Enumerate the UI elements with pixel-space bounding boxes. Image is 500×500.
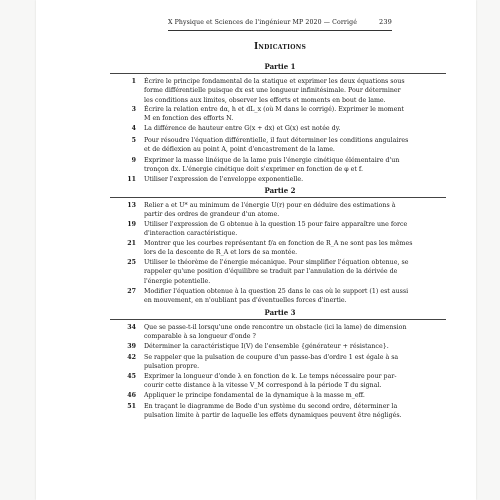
- hint-text: Que se passe-t-il lorsqu'une onde rencontre un obstacle (ici la lame) de dimension comparable à sa longueur d'onde ?: [144, 324, 407, 341]
- part-1-heading: Partie 1: [264, 62, 296, 71]
- hint-number: 3: [131, 106, 136, 113]
- hint-text: Utiliser l'expression de l'enveloppe exponentielle.: [144, 176, 304, 183]
- hint-number: 34: [127, 324, 136, 331]
- hint-number: 19: [127, 221, 136, 228]
- hint-text: La différence de hauteur entre G(x + dx) et G(x) est notée dy.: [144, 125, 341, 132]
- hint-text: Exprimer la masse linéique de la lame puis l'énergie cinétique élémentaire d'un tronçon dx. L'énergie cinétique doit s'exprimer en fonction de φ et f.: [144, 157, 400, 174]
- hint-text: Écrire le principe fondamental de la statique et exprimer les deux équations sous forme différentielle puisque dx est une longueur infinitésimale. Pour déterminer les conditions aux limites, observer les efforts et moments en bout de lame.: [144, 78, 405, 104]
- hint-text: Modifier l'équation obtenue à la question 25 dans le cas où le support (1) est aussi en mouvement, en n'oubliant pas d'éventuelles forces d'inertie.: [144, 288, 409, 305]
- hint-number: 21: [127, 240, 136, 247]
- hint-number: 9: [131, 157, 136, 164]
- hint-text: Montrer que les courbes représentant f/a en fonction de R_A ne sont pas les mêmes lors de la descente de R_A et lors de sa montée.: [144, 240, 413, 257]
- hint-number: 45: [127, 373, 136, 380]
- hint-text: En traçant le diagramme de Bode d'un système du second ordre, déterminer la pulsation limite à partir de laquelle les effets dynamiques peuvent être négligés.: [144, 403, 402, 420]
- header-rule: [168, 30, 392, 31]
- hint-number: 51: [127, 403, 136, 410]
- hint-text: Écrire la relation entre dα, h et dL_x (où M dans le corrigé). Exprimer le moment M en fonction des efforts N.: [144, 106, 404, 123]
- part-2-rule: [110, 197, 446, 198]
- hint-text: Pour résoudre l'équation différentielle, il faut déterminer les conditions angulaires et de déflexion au point A, point d'encastrement de la lame.: [144, 137, 409, 154]
- hint-number: 39: [127, 343, 136, 350]
- hint-text: Utiliser le théorème de l'énergie mécanique. Pour simplifier l'équation obtenue, se rappeler qu'une position d'équilibre se traduit par l'annulation de la dérivée de l'énergie potentielle.: [144, 259, 409, 285]
- hint-text: Utiliser l'expression de G obtenue à la question 15 pour faire apparaître une force d'interaction caractéristique.: [144, 221, 408, 238]
- hint-number: 27: [127, 288, 136, 295]
- hint-number: 46: [127, 392, 136, 399]
- hint-text: Relier a et U* au minimum de l'énergie U(r) pour en déduire des estimations à partir des ordres de grandeur d'un atome.: [144, 202, 396, 219]
- part-3-rule: [110, 319, 446, 320]
- running-title: X Physique et Sciences de l'ingénieur MP 2020 — Corrigé: [168, 19, 357, 26]
- hint-number: 1: [131, 78, 136, 85]
- running-header: [168, 18, 392, 30]
- hint-number: 11: [127, 176, 136, 183]
- hint-text: Exprimer la longueur d'onde λ en fonction de k. Le temps nécessaire pour par- courir cette distance à la vitesse V_M correspond à la période T du signal.: [144, 373, 397, 390]
- hint-number: 5: [131, 137, 136, 144]
- hint-number: 25: [127, 259, 136, 266]
- hint-text: Se rappeler que la pulsation de coupure d'un passe-bas d'ordre 1 est égale à sa pulsation propre.: [144, 354, 399, 371]
- page-number: 239: [379, 18, 392, 26]
- hint-text: Appliquer le principe fondamental de la dynamique à la masse m_eff.: [144, 392, 365, 399]
- hint-number: 13: [127, 202, 136, 209]
- part-2-heading: Partie 2: [264, 186, 296, 195]
- part-1-rule: [110, 73, 446, 74]
- hint-number: 4: [131, 125, 136, 132]
- part-3-heading: Partie 3: [264, 308, 296, 317]
- hint-number: 42: [127, 354, 136, 361]
- page-title: Indications: [253, 42, 307, 52]
- hint-text: Déterminer la caractéristique I(V) de l'ensemble {générateur + résistance}.: [144, 343, 389, 350]
